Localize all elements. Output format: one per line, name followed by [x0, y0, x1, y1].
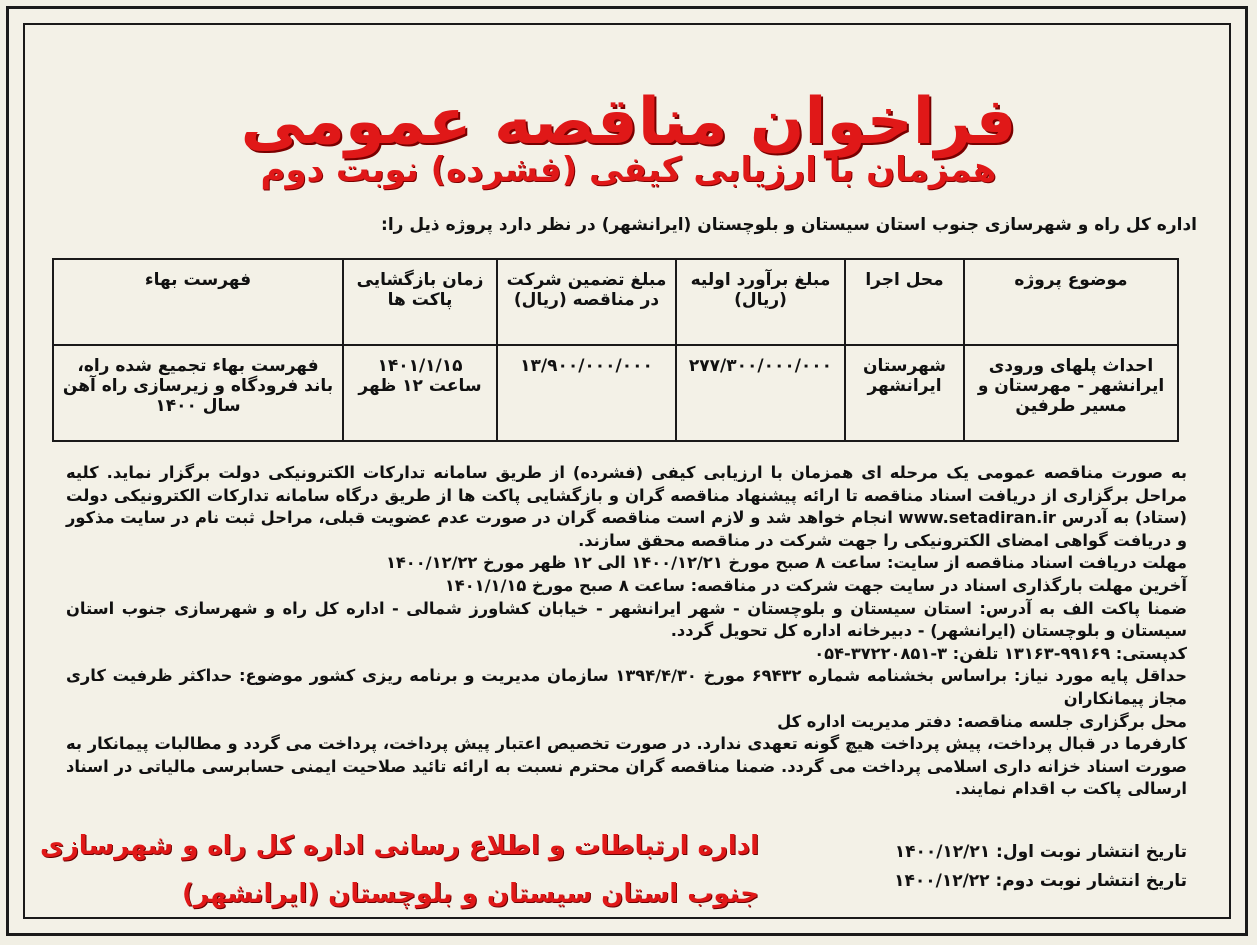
table-row — [53, 345, 1178, 441]
second-publication-date: تاریخ انتشار نوبت دوم: ۱۴۰۰/۱۲/۲۲ — [894, 871, 1187, 891]
notice-title: فراخوان مناقصه عمومی — [240, 84, 1017, 159]
col-guarantee: مبلغ تضمین شرکت در مناقصه (ریال) — [497, 259, 676, 345]
cell-location: شهرستان ایرانشهر — [845, 345, 964, 441]
project-table — [52, 258, 1179, 442]
issuer-signature — [40, 822, 759, 918]
cell-opening-time: ۱۴۰۱/۱/۱۵ ساعت ۱۲ ظهر — [343, 345, 497, 441]
publication-dates — [894, 838, 1187, 896]
intro-text: اداره کل راه و شهرسازی جنوب استان سیستان و بلوچستان (ایرانشهر) در نظر دارد پروژه ذیل را: — [381, 215, 1197, 235]
body-document-deadline: مهلت دریافت اسناد مناقصه از سایت: ساعت ۸ صبح مورخ ۱۴۰۰/۱۲/۲۱ الی ۱۲ ظهر مورخ ۱۴۰۰/۱۲/۲۲ — [385, 553, 1187, 573]
body-payment-terms: کارفرما در قبال پرداخت، پیش پرداخت هیچ گونه تعهدی ندارد. در صورت تخصیص اعتبار پیش پرداخت، پرداخت می گردد و مطالبات پیمانکار به صورت اسناد خزانه داری اسلامی پرداخت می گردد. ضمنا مناقصه گران محترم نسبت به ارائه تائید صلاحیت ایمنی حسابرسی مالیاتی در اسناد ارسالی پاکت ب اقدام نمایند. — [66, 734, 1187, 799]
body-upload-deadline: آخرین مهلت بارگذاری اسناد در سایت جهت شرکت در مناقصه: ساعت ۸ صبح مورخ ۱۴۰۱/۱/۱۵ — [444, 575, 1187, 595]
cell-estimate: ۲۷۷/۳۰۰/۰۰۰/۰۰۰ — [676, 345, 845, 441]
cell-price-list: فهرست بهاء تجمیع شده راه، باند فرودگاه و زیرسازی راه آهن سال ۱۴۰۰ — [53, 345, 343, 441]
notice-body — [66, 462, 1187, 801]
body-meeting-place: محل برگزاری جلسه مناقصه: دفتر مدیریت اداره کل — [777, 711, 1187, 731]
issuer-line-1: اداره ارتباطات و اطلاع رسانی اداره کل راه و شهرسازی — [40, 831, 760, 861]
table-header-row — [53, 259, 1178, 345]
body-envelope-address: ضمنا پاکت الف به آدرس: استان سیستان و بلوچستان - شهر ایرانشهر - خیابان کشاورز شمالی - اداره کل راه و شهرسازی جنوب استان سیستان و بلوچستان (ایرانشهر) - دبیرخانه اداره کل تحویل گردد. — [66, 598, 1187, 641]
cell-guarantee: ۱۳/۹۰۰/۰۰۰/۰۰۰ — [497, 345, 676, 441]
col-price-list: فهرست بهاء — [53, 259, 343, 345]
notice-subtitle: همزمان با ارزیابی کیفی (فشرده) نوبت دوم — [260, 150, 997, 190]
body-paragraph-main: به صورت مناقصه عمومی یک مرحله ای همزمان با ارزیابی کیفی (فشرده) از طریق سامانه تدارکات الکترونیکی دولت برگزار نماید. کلیه مراحل برگزاری از دریافت اسناد مناقصه تا ارائه پیشنهاد مناقصه گران و بازگشایی پاکت ها از طریق درگاه سامانه تدارکات الکترونیکی دولت (ستاد) به آدرس www.setadiran.ir انجام خواهد شد و لازم است مناقصه گران در صورت عدم عضویت قبلی، مراحل ثبت نام در سایت مذکور و دریافت گواهی امضای الکترونیکی را جهت شرکت در مناقصه محقق سازند. — [66, 463, 1188, 550]
col-location: محل اجرا — [845, 259, 964, 345]
col-project-subject: موضوع پروژه — [964, 259, 1178, 345]
first-publication-date: تاریخ انتشار نوبت اول: ۱۴۰۰/۱۲/۲۱ — [894, 842, 1187, 862]
body-postal-code: کدپستی: ۹۹۱۶۹-۱۳۱۶۳ تلفن: ۳-۳۷۲۲۰۸۵۱-۰۵۴ — [814, 643, 1187, 663]
body-minimum-grade: حداقل پایه مورد نیاز: براساس بخشنامه شماره ۶۹۴۳۲ مورخ ۱۳۹۴/۴/۳۰ سازمان مدیریت و برنامه ریزی کشور موضوع: حداکثر ظرفیت کاری مجاز پیمانکاران — [66, 666, 1187, 708]
col-opening-time: زمان بازگشایی پاکت ها — [343, 259, 497, 345]
issuer-line-2: جنوب استان سیستان و بلوچستان (ایرانشهر) — [182, 879, 760, 909]
cell-project-subject: احداث پلهای ورودی ایرانشهر - مهرستان و مسیر طرفین — [964, 345, 1178, 441]
col-estimate: مبلغ برآورد اولیه (ریال) — [676, 259, 845, 345]
